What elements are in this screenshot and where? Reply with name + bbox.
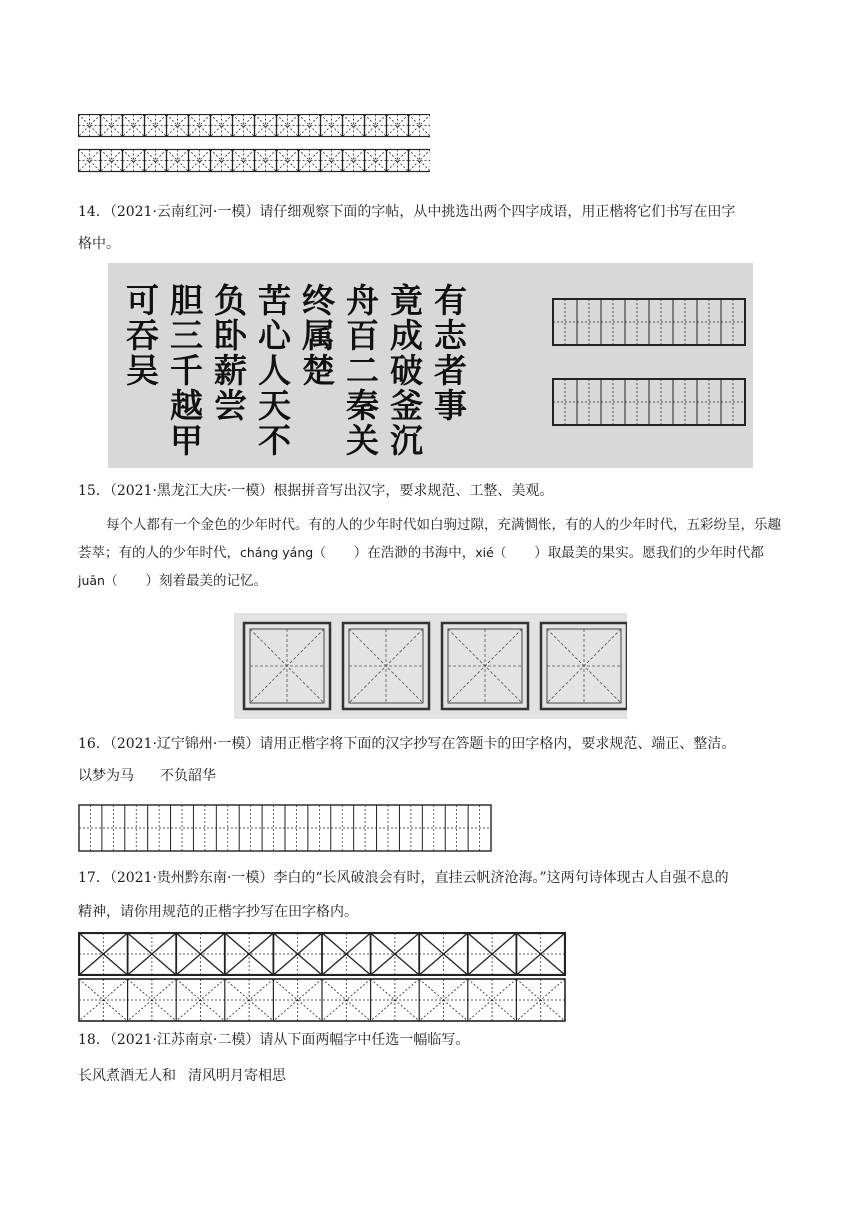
calligraphy-copybook-image bbox=[108, 263, 753, 468]
tianzige-answer-box-2[interactable] bbox=[552, 378, 746, 426]
question-18-phrases bbox=[78, 1066, 286, 1086]
pinyin-xie: xié（ bbox=[475, 545, 507, 560]
phrase-1: 长风煮酒无人和 bbox=[78, 1068, 176, 1084]
calligraphy-column: 竟成破釜沉 bbox=[385, 283, 424, 458]
question-16-line: 16．（2021·辽宁锦州·一模）请用正楷字将下面的汉字抄写在答题卡的田字格内，要求规范、端正、整洁。 bbox=[78, 736, 736, 752]
question-17-line1: 17．（2021·贵州黔东南·一模）李白的“长风破浪会有时，直挂云帆济沧海。”这两句诗体现古人自强不息的 bbox=[78, 870, 729, 886]
mizige-answer-boxes bbox=[234, 613, 627, 719]
question-15-line: 15．（2021·黑龙江大庆·一模）根据拼音写出汉字，要求规范、工整、美观。 bbox=[78, 483, 554, 499]
mizige-row-q17-1[interactable] bbox=[78, 932, 566, 976]
pinyin-juan: juān（ bbox=[78, 573, 118, 588]
calligraphy-text bbox=[122, 283, 466, 458]
question-16-phrases bbox=[78, 766, 216, 786]
mizige-row-q17-2[interactable] bbox=[78, 978, 566, 1022]
tianzige-answer-box-1[interactable] bbox=[552, 298, 746, 346]
pinyin-changyang: cháng yáng（ bbox=[240, 545, 326, 560]
calligraphy-column: 舟百二秦关 bbox=[341, 283, 380, 458]
calligraphy-column: 胆三千越甲 bbox=[165, 283, 204, 458]
calligraphy-column: 苦心人天不 bbox=[253, 283, 292, 458]
question-18-line: 18．（2021·江苏南京·二模）请从下面两幅字中任选一幅临写。 bbox=[78, 1032, 470, 1048]
passage-text: 每个人都有一个金色的少年时代。有的人的少年时代如白驹过隙，充满惆怅，有的人的少年时代，五彩纷呈，乐趣荟萃；有的人的少年时代， bbox=[78, 517, 781, 561]
question-15-passage bbox=[78, 511, 783, 595]
mizige-frames[interactable] bbox=[234, 613, 627, 719]
question-17-line2: 精神，请你用规范的正楷字抄写在田字格内。 bbox=[78, 904, 358, 920]
phrase-2: 不负韶华 bbox=[160, 768, 216, 784]
question-14-line1: 14．（2021·云南红河·一模）请仔细观察下面的字帖，从中挑选出两个四字成语，用正楷将它们书写在田字 bbox=[78, 204, 736, 220]
passage-text: ）刻着最美的记忆。 bbox=[145, 573, 267, 589]
tianzige-row-q16[interactable] bbox=[78, 804, 492, 852]
passage-text: ）在浩渺的书海中， bbox=[353, 545, 476, 561]
calligraphy-column: 可吞吴 bbox=[121, 283, 160, 388]
mizige-grid-top[interactable] bbox=[78, 114, 430, 186]
calligraphy-column: 有志者事 bbox=[429, 283, 468, 423]
calligraphy-column: 终属楚 bbox=[297, 283, 336, 388]
phrase-1: 以梦为马 bbox=[78, 768, 134, 784]
calligraphy-column: 负卧薪尝 bbox=[209, 283, 248, 423]
question-14-line2: 格中。 bbox=[78, 236, 120, 252]
phrase-2: 清风明月寄相思 bbox=[188, 1068, 286, 1084]
passage-text: ）取最美的果实。愿我们的少年时代都 bbox=[534, 545, 764, 561]
